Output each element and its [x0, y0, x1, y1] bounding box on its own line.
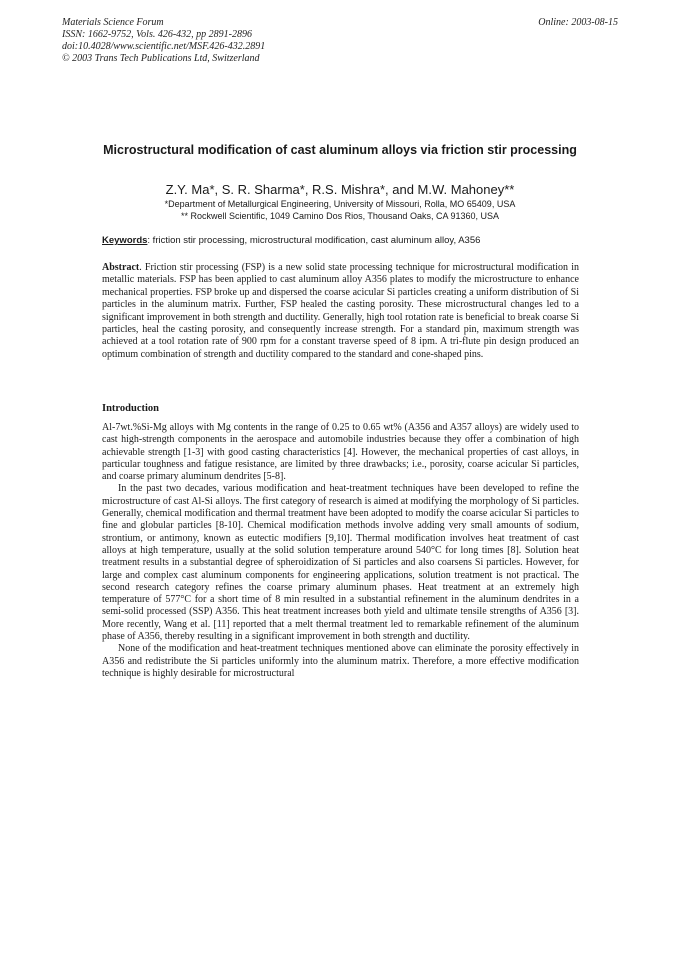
- abstract-text: . Friction stir processing (FSP) is a new solid state processing technique for microstructural modification in metallic materials. FSP has been applied to cast aluminum alloy A356 plates to modify the microstructure to enhance mechanical properties. FSP broke up and dispersed the coarse acicular Si particles creating a uniform distribution of Si particles in the aluminum matrix. Further, FSP healed the casting porosity. These microstructural changes led to a significant improvement in both strength and ductility. Generally, high tool rotation rate is beneficial to break coarse Si particles, heal the casting porosity, and consequently increase strength. For a standard pin, maximum strength was achieved at a tool rotation rate of 900 rpm for a constant traverse speed of 8 ipm. A tri-flute pin design produced an optimum combination of strength and ductility compared to the standard and cone-shaped pins.: [102, 262, 579, 360]
- copyright-line: © 2003 Trans Tech Publications Ltd, Switzerland: [62, 53, 260, 64]
- affiliation-2: ** Rockwell Scientific, 1049 Camino Dos Rios, Thousand Oaks, CA 91360, USA: [181, 211, 499, 221]
- paper-title: Microstructural modification of cast aluminum alloys via friction stir processing: [103, 143, 577, 157]
- keywords-text: : friction stir processing, microstructural modification, cast aluminum alloy, A356: [147, 235, 481, 246]
- page-header: [62, 17, 618, 65]
- abstract-label: Abstract: [102, 262, 140, 273]
- keywords: [102, 235, 622, 247]
- journal-name: Materials Science Forum: [62, 17, 164, 28]
- introduction-body: [102, 422, 579, 680]
- doi-line: doi:10.4028/www.scientific.net/MSF.426-432.2891: [62, 41, 266, 52]
- section-heading-introduction: Introduction: [102, 403, 159, 414]
- issn-line: ISSN: 1662-9752, Vols. 426-432, pp 2891-2896: [62, 29, 252, 40]
- abstract: [102, 262, 579, 361]
- keywords-label: Keywords: [102, 235, 148, 246]
- online-date: Online: 2003-08-15: [538, 17, 618, 28]
- paragraph: Al-7wt.%Si-Mg alloys with Mg contents in the range of 0.25 to 0.65 wt% (A356 and A357 alloys) are widely used to cast high-strength components in the aerospace and automobile industries because they offer a combination of high achievable strength [1-3] with good casting characteristics [4]. However, the mechanical properties of cast alloys, in particular toughness and fatigue resistance, are limited by three drawbacks; i.e., porosity, coarse acicular Si particles, and coarse primary aluminum dendrites [5-8].: [102, 422, 579, 483]
- paragraph: In the past two decades, various modification and heat-treatment techniques have been developed to refine the microstructure of cast Al-Si alloys. The first category of research is aimed at modifying the morphology of Si particles. Generally, chemical modification and thermal treatment have been adopted to modify the coarse acicular Si particles to fine and globular particles [8-10]. Chemical modification methods involve adding very small amounts of sodium, strontium, or antimony, known as eutectic modifiers [9,10]. Thermal modification involves heat treatment of cast alloys at high temperature, usually at the solid solution temperature around 540°C for long times [8]. Solution heat treatment results in a substantial degree of spheroidization of Si particles and also coarsens Si particles. However, for large and complex cast aluminum components for engineering applications, solution treatment is not practical. The second research category refines the coarse primary aluminum phases. Heat treatment at an extremely high temperature of 577°C for a short time of 8 min resulted in a substantial refinement in the aluminum dendrites in a semi-solid processed (SSP) A356. This heat treatment increases both yield and ultimate tensile strengths of A356 [3]. More recently, Wang et al. [11] reported that a melt thermal treatment led to remarkable refinement of the aluminum phase of A356, thereby resulting in a significant improvement in both strength and ductility.: [102, 483, 579, 643]
- affiliation-1: *Department of Metallurgical Engineering, University of Missouri, Rolla, MO 65409, USA: [164, 199, 516, 209]
- author-list: Z.Y. Ma*, S. R. Sharma*, R.S. Mishra*, and M.W. Mahoney**: [165, 182, 515, 197]
- paragraph: None of the modification and heat-treatment techniques mentioned above can eliminate the porosity effectively in A356 and redistribute the Si particles uniformly into the aluminum matrix. Therefore, a more effective modification technique is highly desirable for microstructural: [102, 643, 579, 679]
